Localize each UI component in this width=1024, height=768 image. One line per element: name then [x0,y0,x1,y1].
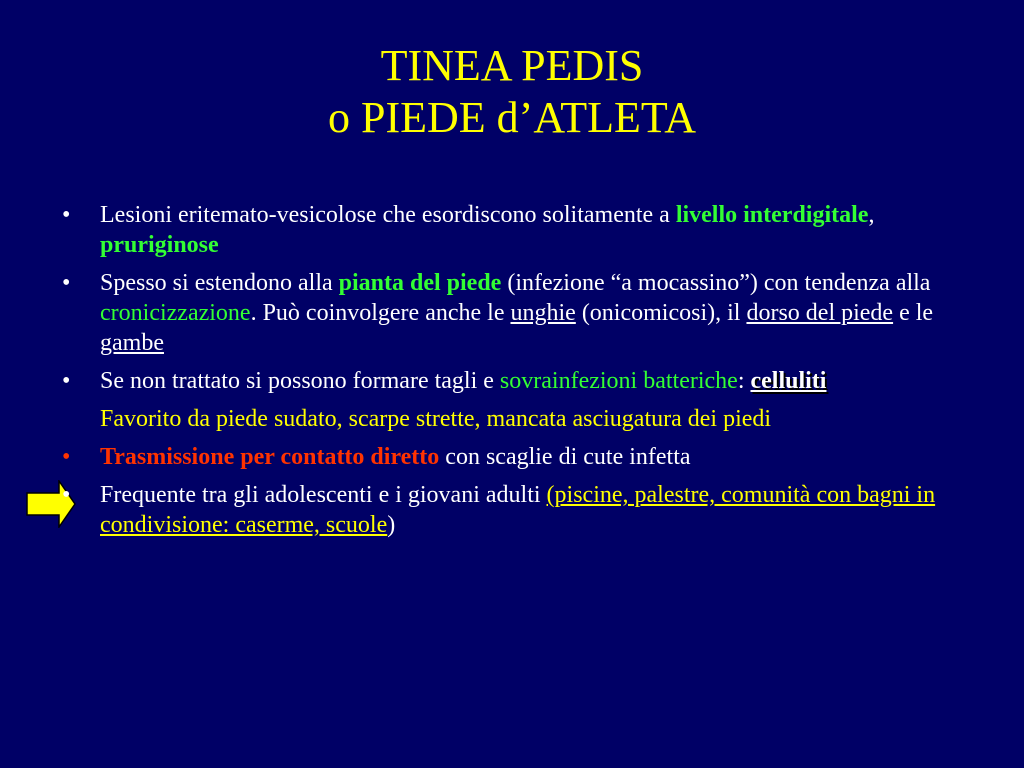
underlined-text: ( [546,482,555,508]
highlight-text: pruriginose [100,232,219,258]
list-item [62,442,980,472]
highlight-text: Trasmissione per contatto diretto [100,444,440,470]
highlight-text: pianta del piede [338,270,502,296]
text-segment: Spesso si estendono alla [100,270,339,296]
text-segment: e le [893,300,934,326]
bullet-dot: • [62,482,71,508]
highlight-text: livello interdigitale [675,202,869,228]
bullet-dot: • [62,444,71,470]
text-segment: , [868,202,875,228]
list-item [62,480,980,540]
underlined-text: piscine, palestre, comunità con bagni in condivisione: caserme, scuole [100,482,936,538]
text-segment: (infezione “a mocassino”) con tendenza alla [501,270,931,296]
text-segment: Lesioni eritemato-vesicolose che esordiscono solitamente a [100,202,676,228]
emphasis-text: celluliti [750,368,827,394]
text-segment: ) [387,512,396,538]
title-line-1: TINEA PEDIS [380,41,644,90]
text-segment: con scaglie di cute infetta [439,444,691,470]
highlight-text: cronicizzazione [100,300,251,326]
bullet-dot: • [62,202,71,228]
text-segment: (onicomicosi), il [575,300,747,326]
list-item [62,366,980,396]
list-item [100,404,980,434]
highlight-text: sovrainfezioni batteriche [499,368,738,394]
text-segment: : [737,368,751,394]
title-line-2: o PIEDE d’ATLETA [328,93,696,142]
list-item [62,268,980,358]
bullet-dot: • [62,368,71,394]
text-segment: . Può coinvolgere anche le [250,300,511,326]
bullet-dot: • [62,270,71,296]
slide-title [0,40,1024,144]
bullet-list [62,200,980,548]
text-segment: Frequente tra gli adolescenti e i giovani adulti [100,482,547,508]
text-segment: Favorito da piede sudato, scarpe strette, mancata asciugatura dei piedi [100,406,772,432]
underlined-text: unghie [510,300,576,326]
underlined-text: gambe [100,330,164,356]
text-segment: Se non trattato si possono formare tagli e [100,368,500,394]
list-item [62,200,980,260]
underlined-text: dorso del piede [746,300,894,326]
